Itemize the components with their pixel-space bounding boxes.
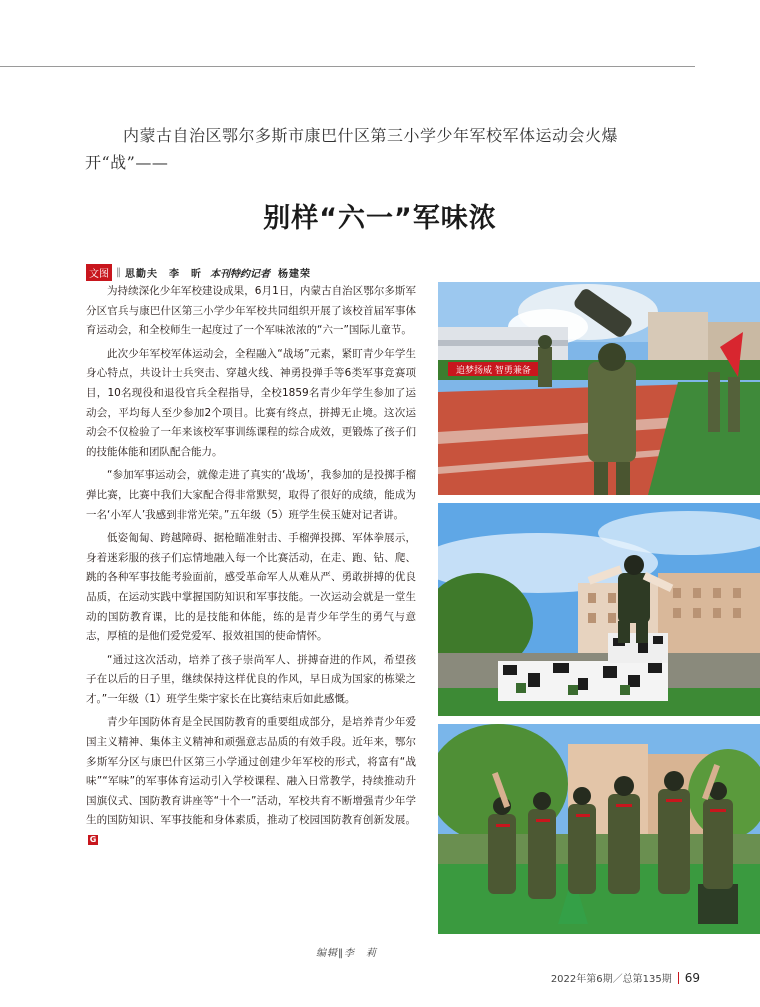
byline-authors: 思勤夫 李 昕 (125, 268, 202, 280)
footer-divider (678, 972, 679, 984)
banner-slogan: 追梦扬威 智勇兼备 (456, 366, 531, 376)
article-body (86, 282, 416, 851)
header-rule (0, 66, 695, 67)
paragraph-6 (86, 713, 416, 850)
article-title: 别样“六一”军味浓 (263, 203, 497, 234)
byline-separator: ‖ (116, 266, 121, 278)
issue-info: 2022年第6期／总第135期 (550, 974, 672, 985)
byline-role: 本刊特约记者 (210, 268, 270, 280)
page-footer (551, 970, 700, 985)
paragraph-6-text: 青少年国防体育是全民国防教育的重要组成部分，是培养青少年爱国主义精神、集体主义精神和顽强意志品质的有效手段。近年来，鄂尔多斯军分区与康巴什区第三小学通过创建少年军校的形式，将富有“战味”“军味”的军事体育运动引入学校课程、融入日常教学，持续推动升国旗仪式、国防教育讲座等“十个一”活动，军校共育不断增强青少年学生的国防知识、军事技能和身体素质，推动了校园国防教育创新发展。 (86, 716, 416, 827)
page-number: 69 (684, 970, 700, 985)
byline-tag: 文图 (86, 264, 112, 281)
editor-credit: 编辑‖李 莉 (316, 948, 377, 959)
end-mark-icon: G (89, 835, 97, 845)
paragraph-4: 低姿匍匐、跨越障碍、据枪瞄准射击、手榴弹投掷、军体拳展示，身着迷彩服的孩子们忘情地融入每一个比赛活动，在走、跑、钻、爬、跳的各种军事技能考验面前，感受革命军人从难从严、勇敢拼搏的优良品质，在运动实践中掌握国防知识和军事技能。一次运动会就是一堂生动的国防教育课，比的是技能和体能，练的是青少年学生的勇气与意志，厚植的是他们爱党爱军、报效祖国的使命情怀。 (86, 532, 416, 643)
photo-group-throwing (438, 724, 760, 934)
photo-jump-obstacle (438, 503, 760, 716)
photo-rocket-launcher (438, 282, 760, 495)
paragraph-2: 此次少年军校军体运动会，全程融入“战场”元素，紧盯青少年学生身心特点，共设计士兵突击、穿越火线、神勇投弹手等6类军事竞赛项目，10名现役和退役官兵全程指导，全校1859名青少年学生参加了运动会，平均每人至少参加2个项目。比赛有终点，拼搏无止境。这次运动会不仅检验了一年来该校军事训练课程的综合成效，更锻炼了孩子们的技能体能和团队配合能力。 (86, 347, 416, 458)
paragraph-5: “通过这次活动，培养了孩子崇尚军人、拼搏奋进的作风，希望孩子在以后的日子里，继续保持这样优良的作风，早日成为国家的栋梁之才。”一年级（1）班学生柴宇家长在比赛结束后如此感慨。 (86, 653, 416, 705)
paragraph-3: “参加军事运动会，就像走进了真实的‘战场’，我参加的是投掷手榴弹比赛，比赛中我们大家配合得非常默契，取得了很好的成绩，能成为一名‘小军人’我感到非常光荣。”五年级（5）班学生侯玉婕对记者讲。 (86, 469, 416, 521)
byline-reporter: 杨建荣 (278, 268, 311, 280)
article-subtitle: 内蒙古自治区鄂尔多斯市康巴什区第三小学少年军校军体运动会火爆开“战”—— (85, 126, 619, 172)
paragraph-1: 为持续深化少年军校建设成果，6月1日，内蒙古自治区鄂尔多斯军分区官兵与康巴什区第三小学少年军校共同组织开展了该校首届军事体育运动会，和全校师生一起度过了一个军味浓浓的“六一”国际儿童节。 (86, 285, 416, 337)
byline (86, 264, 311, 280)
